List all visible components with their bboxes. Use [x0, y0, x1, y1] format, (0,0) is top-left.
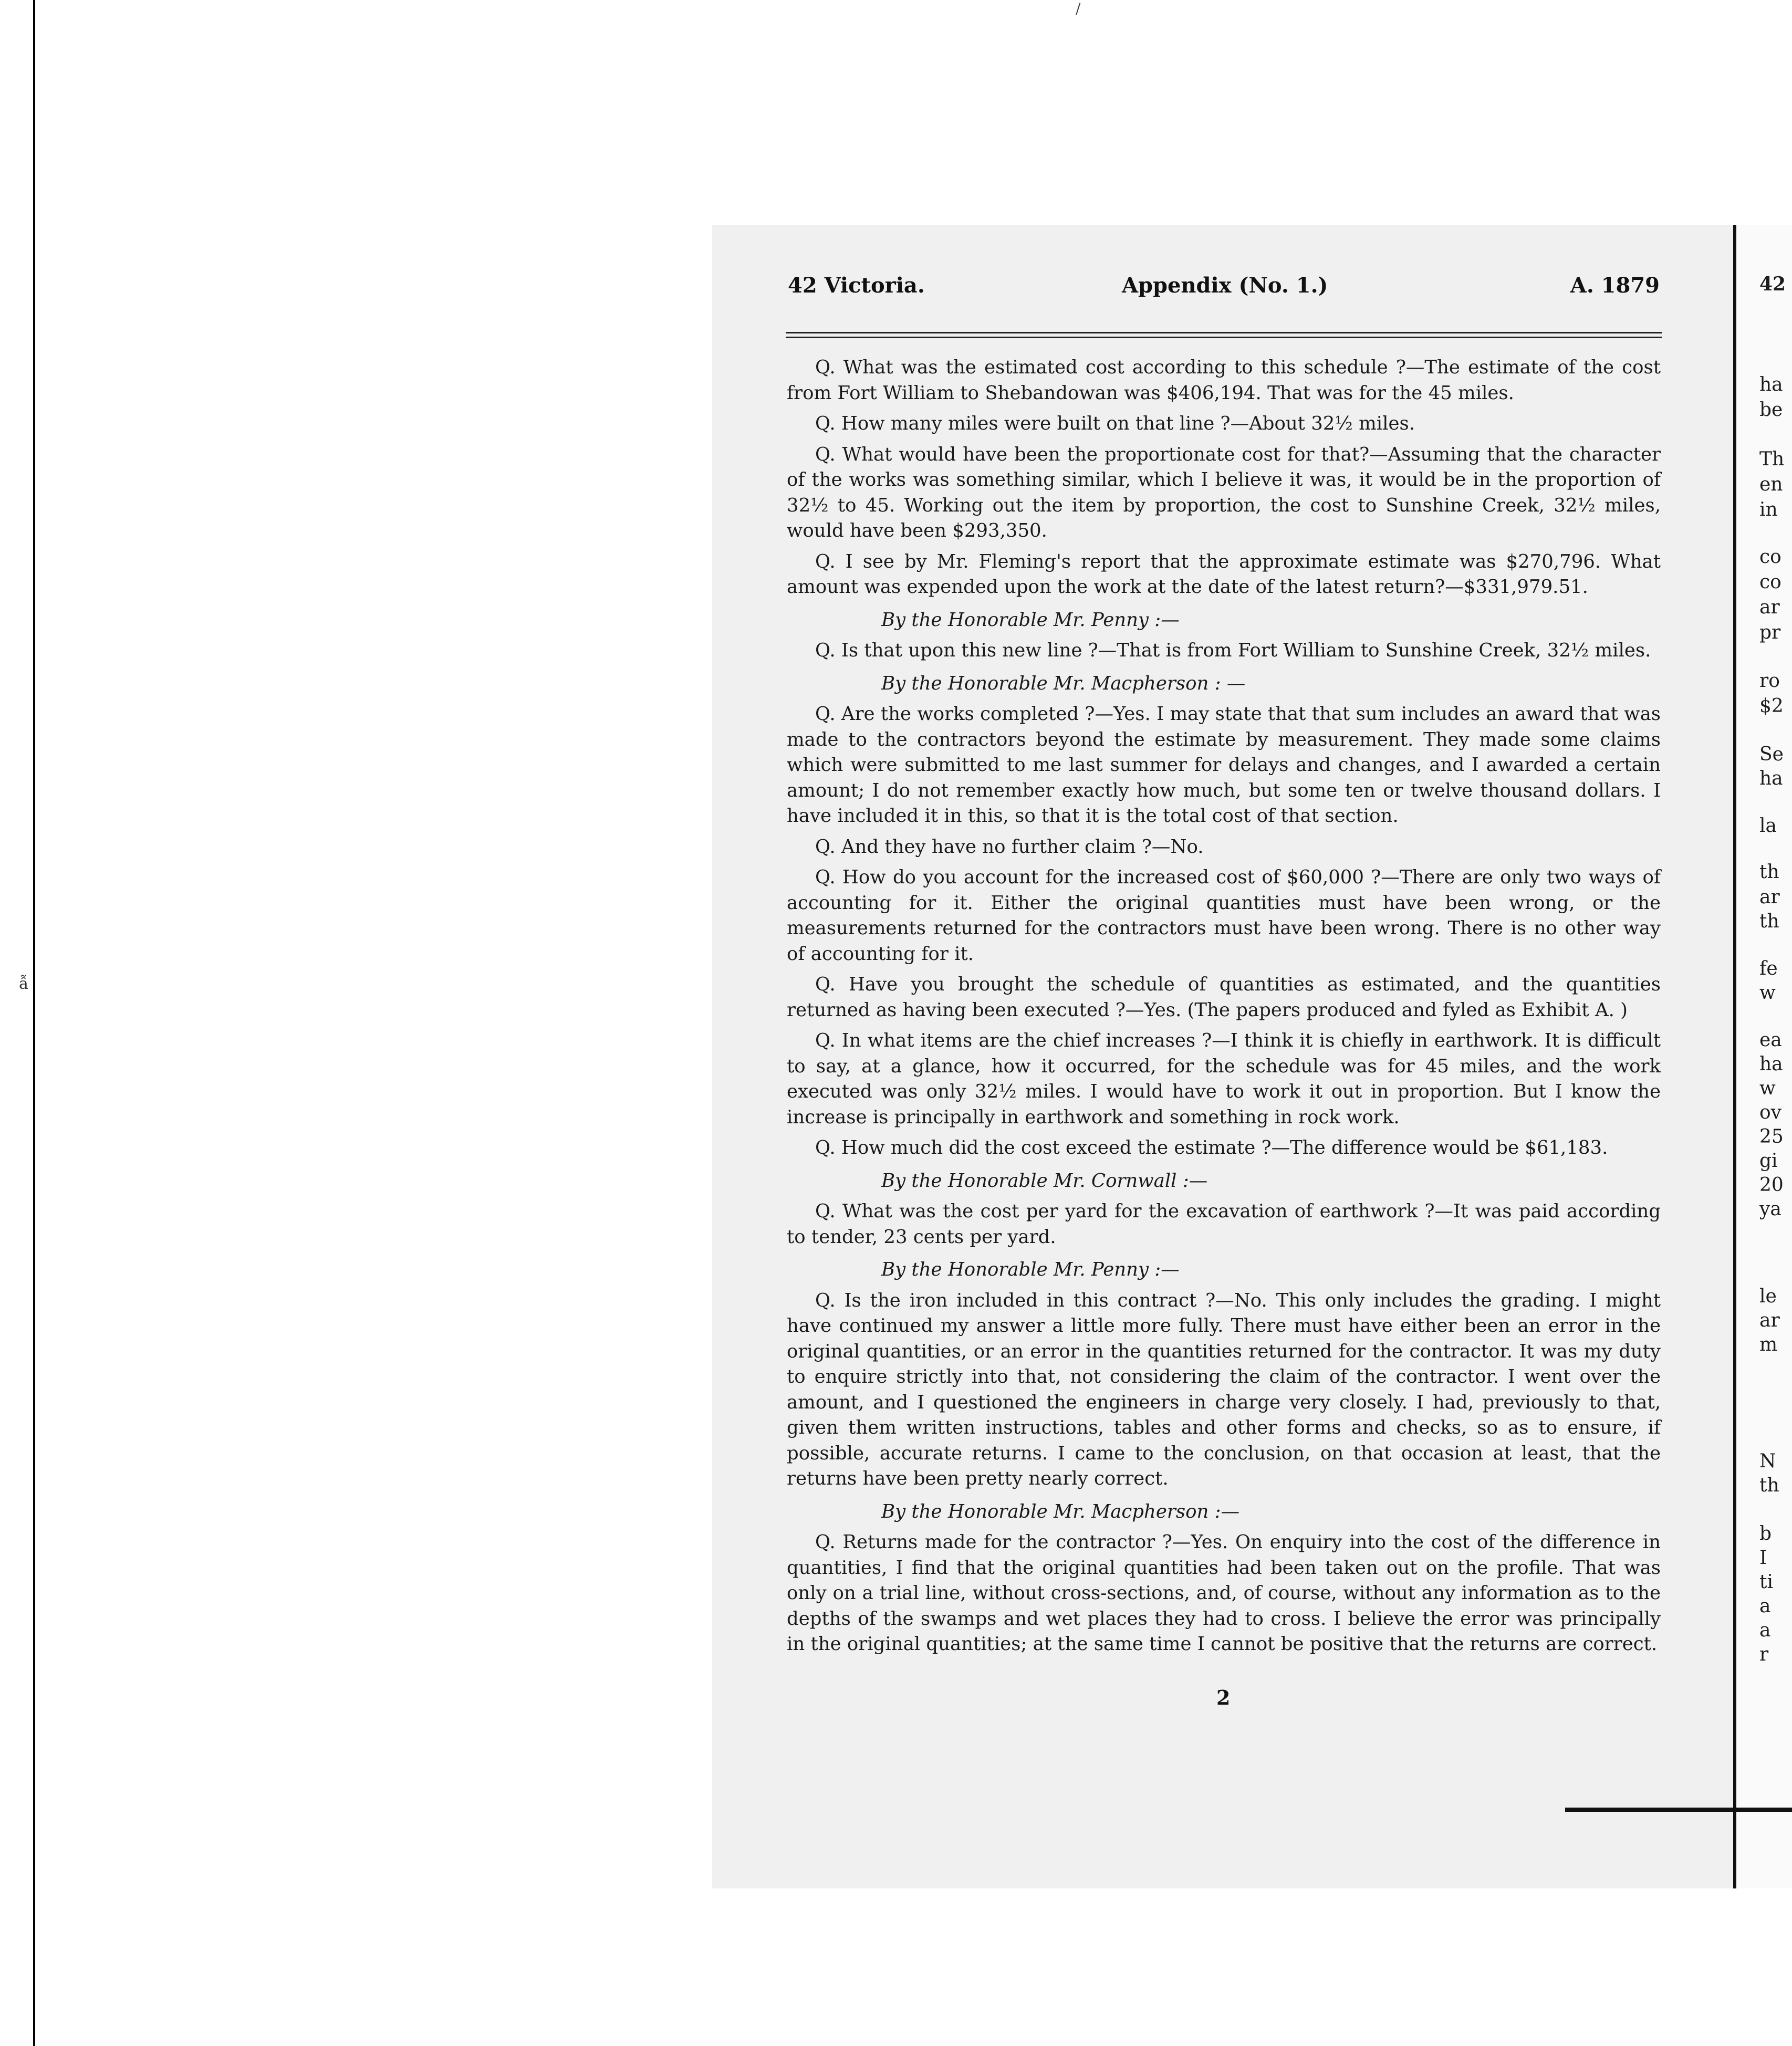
adjacent-page-fragment: ti [1759, 1571, 1773, 1593]
top-mark: / [1076, 0, 1081, 17]
page-body [787, 355, 1661, 1689]
speaker-heading: By the Honorable Mr. Macpherson : — [881, 672, 1246, 694]
page-number: 2 [1216, 1686, 1231, 1709]
question-answer-paragraph: Q. How do you account for the increased cost of $60,000 ?—There are only two ways of accounting for it. Either the original quantities must have been wrong, or the measurements returned for the contractors must have been wrong. There is no other way of accounting for it. [787, 867, 1661, 965]
adjacent-page-fragment: r [1759, 1644, 1769, 1665]
adjacent-page-fragment: Th [1759, 448, 1785, 470]
question-answer-paragraph: Q. I see by Mr. Fleming's report that the approximate estimate was $270,796. What amount was expended upon the work at the date of the latest return?—$331,979.51. [787, 550, 1661, 598]
adjacent-page-fragment: ea [1759, 1029, 1782, 1051]
question-answer-paragraph: Q. What was the estimated cost according to this schedule ?—The estimate of the cost from Fort William to Shebandowan was $406,194. That was for the 45 miles. [787, 357, 1661, 404]
adjacent-page-fragment: fe [1759, 958, 1778, 979]
speaker-heading: By the Honorable Mr. Macpherson :— [881, 1500, 1240, 1522]
adjacent-page-fragment: 25 [1759, 1126, 1784, 1147]
adjacent-page-fragment: ya [1759, 1198, 1781, 1220]
question-answer-paragraph: Q. Is that upon this new line ?—That is from Fort William to Sunshine Creek, 32½ miles. [815, 640, 1651, 661]
question-answer-paragraph: Q. What was the cost per yard for the excavation of earthwork ?—It was paid according to tender, 23 cents per yard. [787, 1201, 1661, 1248]
adjacent-page-fragment: co [1759, 546, 1781, 568]
adjacent-page-fragment: th [1759, 1475, 1779, 1496]
header-rule-bottom [786, 337, 1662, 338]
header-left: 42 Victoria. [788, 273, 925, 298]
adjacent-page-fragment: ar [1759, 1310, 1780, 1331]
adjacent-page-fragment: pr [1759, 622, 1781, 643]
question-answer-paragraph: Q. How many miles were built on that line ?—About 32½ miles. [815, 413, 1415, 434]
adjacent-page-fragment: en [1759, 474, 1783, 495]
scan-mark: ẫ [19, 975, 29, 993]
adjacent-page-fragment: ro [1759, 670, 1780, 692]
adjacent-page-fragment: co [1759, 571, 1781, 593]
adjacent-page-fragment: la [1759, 815, 1777, 837]
adjacent-page-fragment: m [1759, 1334, 1778, 1355]
adjacent-page-fragment: Se [1759, 744, 1784, 765]
adjacent-page-fragment: ha [1759, 1053, 1783, 1075]
bottom-rule [1565, 1808, 1792, 1812]
adjacent-page-fragment: 42 [1759, 273, 1786, 295]
adjacent-page-edge [1733, 225, 1792, 1888]
page-header [788, 273, 1660, 305]
header-center: Appendix (No. 1.) [1122, 273, 1328, 298]
adjacent-page-fragment: gi [1759, 1150, 1778, 1172]
question-answer-paragraph: Q. Returns made for the contractor ?—Yes. On enquiry into the cost of the difference in quantities, I find that the original quantities had been taken out on the profile. That was only on a trial line, without cross-sections, and, of course, without any information as to the depths of the swamps and wet places they had to cross. I believe the error was principally in the original quantities; at the same time I cannot be positive that the returns are correct. [787, 1531, 1661, 1655]
adjacent-page-fragment: I [1759, 1547, 1767, 1569]
adjacent-page-fragment: $2 [1759, 695, 1784, 717]
question-answer-paragraph: Q. Are the works completed ?—Yes. I may state that that sum includes an award that was made to the contractors beyond the estimate by measurement. They made some claims which were submitted to me last summer for delays and changes, and I awarded a certain amount; I do not remember exactly how much, but some ten or twelve thousand dollars. I have included it in this, so that it is the total cost of that section. [787, 703, 1661, 827]
adjacent-page-fragment: a [1759, 1620, 1771, 1641]
speaker-heading: By the Honorable Mr. Penny :— [881, 1259, 1180, 1280]
speaker-heading: By the Honorable Mr. Penny :— [881, 609, 1180, 631]
question-answer-paragraph: Q. What would have been the proportionate cost for that?—Assuming that the character of the works was something similar, which I believe it was, it would be in the proportion of 32½ to 45. Working out the item by proportion, the cost to Sunshine Creek, 32½ miles, would have been $293,350. [787, 443, 1661, 541]
adjacent-page-fragment: N [1759, 1450, 1776, 1472]
question-answer-paragraph: Q. How much did the cost exceed the estimate ?—The difference would be $61,183. [815, 1137, 1608, 1158]
adjacent-page-fragment: le [1759, 1286, 1777, 1307]
adjacent-page-fragment: 20 [1759, 1174, 1784, 1196]
adjacent-page-fragment: th [1759, 861, 1779, 883]
adjacent-page-fragment: ov [1759, 1102, 1782, 1123]
adjacent-page-fragment: in [1759, 499, 1778, 520]
adjacent-page-fragment: be [1759, 399, 1783, 421]
adjacent-page-fragment: b [1759, 1523, 1772, 1544]
speaker-heading: By the Honorable Mr. Cornwall :— [881, 1170, 1208, 1192]
question-answer-paragraph: Q. Have you brought the schedule of quantities as estimated, and the quantities returned as having been executed ?—Yes. (The papers produced and fyled as Exhibit A. ) [787, 974, 1661, 1021]
adjacent-page-fragment: a [1759, 1595, 1771, 1617]
header-rule-top [786, 332, 1662, 333]
adjacent-page-fragment: w [1759, 1078, 1776, 1099]
adjacent-page-fragment: th [1759, 911, 1779, 932]
adjacent-page-fragment: w [1759, 982, 1776, 1004]
header-right: A. 1879 [1570, 273, 1660, 298]
question-answer-paragraph: Q. And they have no further claim ?—No. [815, 836, 1204, 858]
adjacent-page-fragment: ha [1759, 374, 1783, 395]
question-answer-paragraph: Q. In what items are the chief increases ?—I think it is chiefly in earthwork. It is difficult to say, at a glance, how it occurred, for the schedule was for 45 miles, and the work executed was only 32½ miles. I would have to work it out in proportion. But I know the increase is principally in earthwork and something in rock work. [787, 1030, 1661, 1128]
adjacent-page-fragment: ha [1759, 768, 1783, 789]
adjacent-page-fragment: ar [1759, 597, 1780, 618]
scan-edge-line [33, 0, 35, 2046]
adjacent-page-fragment: ar [1759, 886, 1780, 908]
question-answer-paragraph: Q. Is the iron included in this contract ?—No. This only includes the grading. I might have continued my answer a little more fully. There must have either been an error in the original quantities, or an error in the quantities returned for the contractor. It was my duty to enquire strictly into that, not considering the claim of the contractor. I went over the amount, and I questioned the engineers in charge very closely. I had, previously to that, given them written instructions, tables and other forms and checks, so as to ensure, if possible, accurate returns. I came to the conclusion, on that occasion at least, that the returns have been pretty nearly correct. [787, 1289, 1661, 1489]
